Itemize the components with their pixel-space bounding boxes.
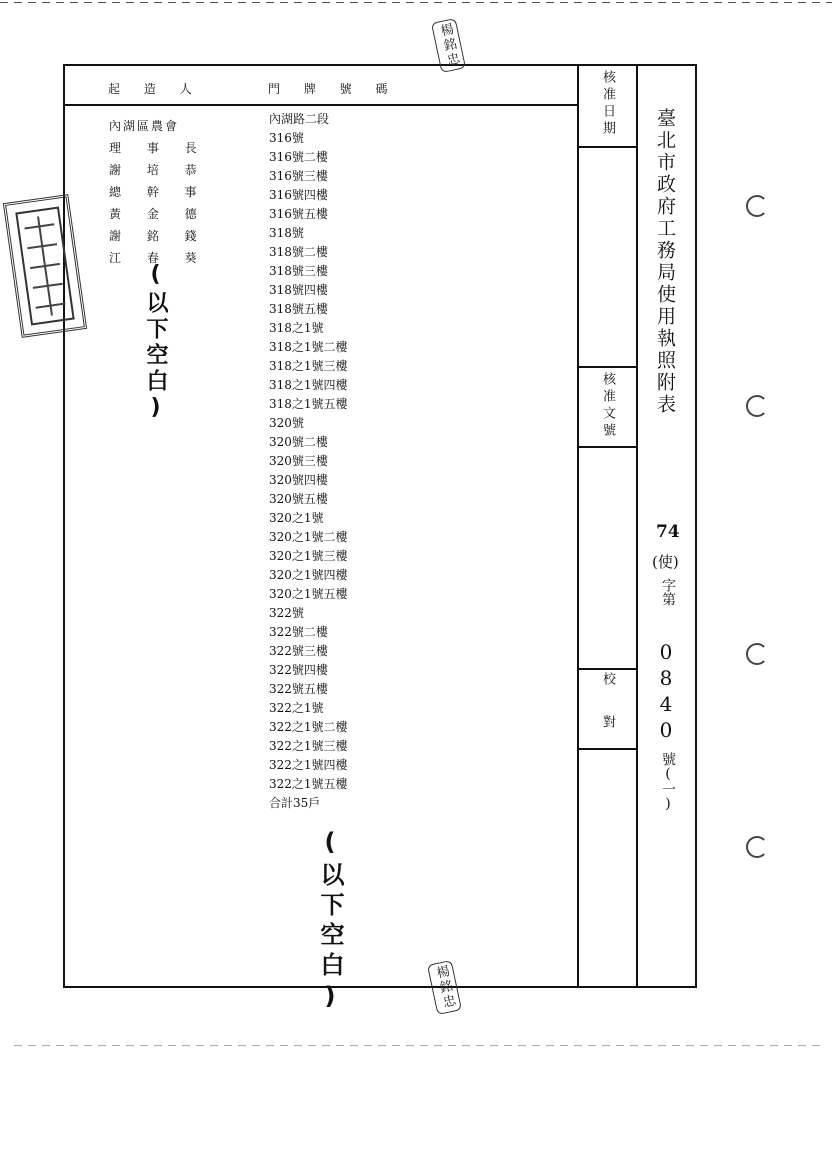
address-line: 318號二樓 xyxy=(269,245,328,259)
license-word: 字第 xyxy=(660,578,676,606)
address-line: 320號 xyxy=(269,416,304,430)
address-line: 318號三樓 xyxy=(269,264,328,278)
check-label: 校對 xyxy=(600,672,615,758)
side-divider-2 xyxy=(577,366,637,368)
top-dash-line xyxy=(0,2,832,3)
binder-hole-icon xyxy=(746,395,768,417)
address-line: 322之1號五樓 xyxy=(269,777,348,791)
side-divider-3 xyxy=(577,446,637,448)
approval-date-label: 核准日期 xyxy=(600,70,615,138)
address-line: 318之1號四樓 xyxy=(269,378,348,392)
address-line: 318號四樓 xyxy=(269,283,328,297)
side-divider-1 xyxy=(577,146,637,148)
owner-line: 理 事 長 xyxy=(109,141,208,155)
binder-hole-icon xyxy=(746,643,768,665)
license-year: 74 xyxy=(656,522,680,542)
owner-line: 總 幹 事 xyxy=(109,185,208,199)
address-line: 316號四樓 xyxy=(269,188,328,202)
address-line: 322號四樓 xyxy=(269,663,328,677)
approval-number-label: 核准文號 xyxy=(600,372,615,440)
blank-mark-bottom: (以下空白) xyxy=(316,828,344,1016)
header-applicant: 起 造 人 xyxy=(108,82,202,96)
address-line: 318之1號 xyxy=(269,321,324,335)
address-line: 322號三樓 xyxy=(269,644,328,658)
address-line: 320之1號五樓 xyxy=(269,587,348,601)
name-stamp-top: 楊銘忠 xyxy=(431,18,466,73)
column-divider-right xyxy=(636,64,638,988)
license-suffix: 號(一) xyxy=(660,752,676,812)
owner-line: 內湖區農會 xyxy=(109,119,180,133)
address-line: 320號二樓 xyxy=(269,435,328,449)
address-line: 318之1號三樓 xyxy=(269,359,348,373)
address-line: 320之1號 xyxy=(269,511,324,525)
address-line: 322號 xyxy=(269,606,304,620)
address-line: 320之1號四樓 xyxy=(269,568,348,582)
side-divider-4 xyxy=(577,668,637,670)
owner-line: 謝 培 恭 xyxy=(109,163,208,177)
document-title: 臺北市政府工務局使用執照附表 xyxy=(654,108,676,416)
owner-line: 黃 金 德 xyxy=(109,207,208,221)
seal-pattern-icon xyxy=(12,203,78,329)
address-line: 內湖路二段 xyxy=(269,112,330,126)
address-line: 318號五樓 xyxy=(269,302,328,316)
address-line: 318號 xyxy=(269,226,304,240)
address-list xyxy=(269,110,348,813)
address-line: 318之1號五樓 xyxy=(269,397,348,411)
column-divider-left xyxy=(577,64,579,988)
owner-list xyxy=(109,115,208,269)
address-line: 322號五樓 xyxy=(269,682,328,696)
binder-hole-icon xyxy=(746,836,768,858)
address-line: 322號二樓 xyxy=(269,625,328,639)
bottom-dash-line xyxy=(14,1045,824,1046)
blank-mark-left: (以下空白) xyxy=(143,262,168,424)
address-line: 322之1號 xyxy=(269,701,324,715)
license-number: 0840 xyxy=(654,640,678,744)
address-line: 320之1號二樓 xyxy=(269,530,348,544)
binder-hole-icon xyxy=(746,195,768,217)
address-line: 316號 xyxy=(269,131,304,145)
address-line: 316號五樓 xyxy=(269,207,328,221)
address-line: 320號三樓 xyxy=(269,454,328,468)
address-line: 316號二樓 xyxy=(269,150,328,164)
header-divider xyxy=(63,104,578,106)
address-line: 318之1號二樓 xyxy=(269,340,348,354)
address-line: 316號三樓 xyxy=(269,169,328,183)
address-line: 322之1號四樓 xyxy=(269,758,348,772)
name-stamp-bottom: 楊銘忠 xyxy=(427,960,462,1015)
license-type: (使) xyxy=(652,553,679,571)
address-line: 320之1號三樓 xyxy=(269,549,348,563)
total-count: 合計35戶 xyxy=(269,796,321,810)
owner-line: 江 春 葵 xyxy=(109,251,208,265)
address-line: 322之1號二樓 xyxy=(269,720,348,734)
address-line: 320號五樓 xyxy=(269,492,328,506)
header-address: 門 牌 號 碼 xyxy=(268,82,398,96)
address-line: 320號四樓 xyxy=(269,473,328,487)
owner-line: 謝 銘 錢 xyxy=(109,229,208,243)
address-line: 322之1號三樓 xyxy=(269,739,348,753)
